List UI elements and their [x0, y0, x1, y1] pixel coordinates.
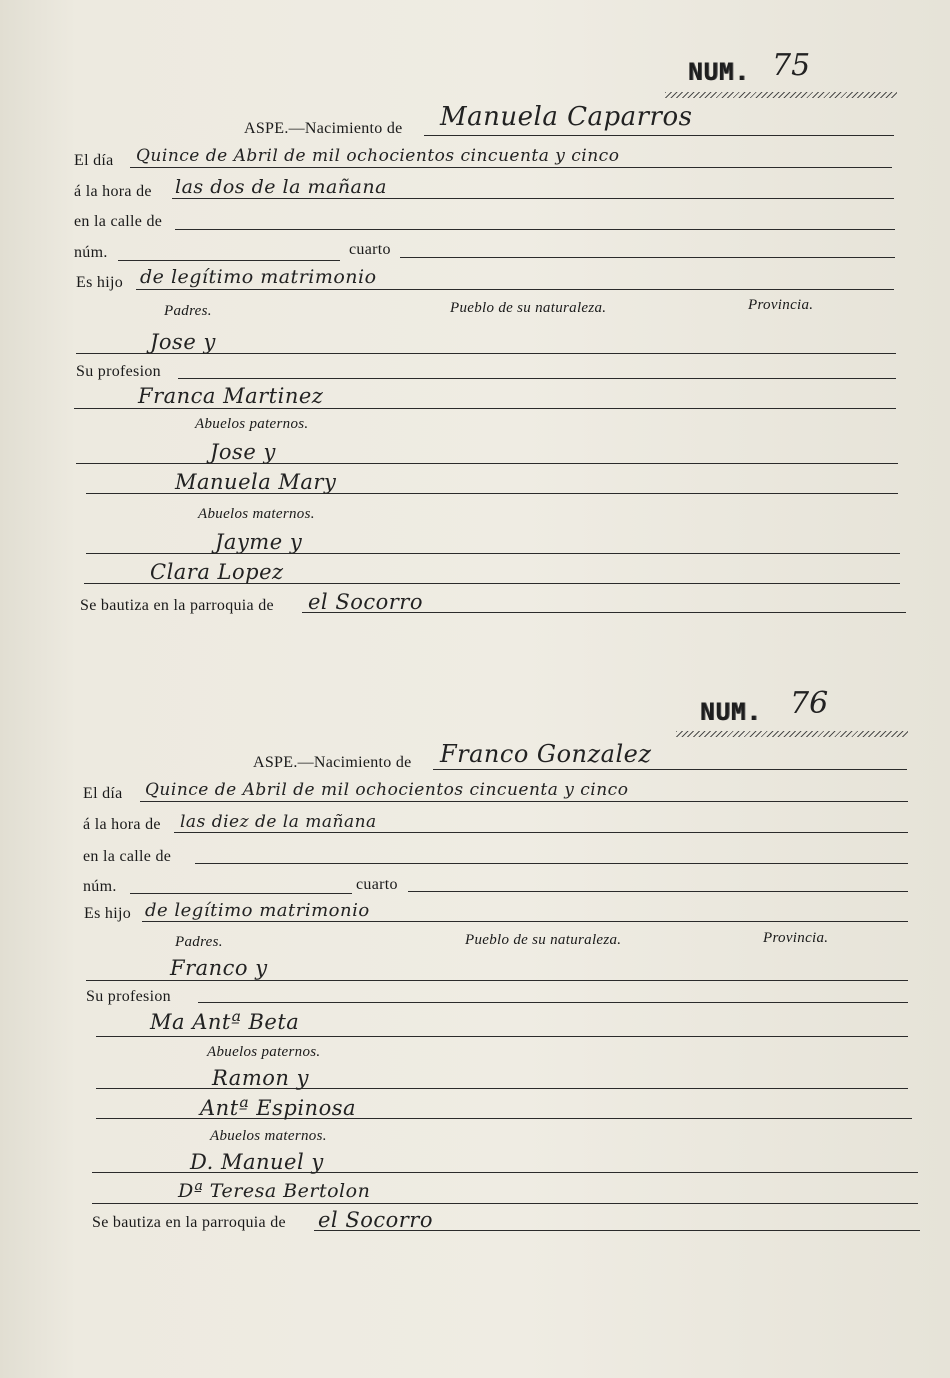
profession-label: Su profesion	[86, 988, 171, 1005]
aspe-birth-label: ASPE.—Nacimiento de	[244, 120, 403, 137]
parents-label: Padres.	[175, 934, 223, 950]
son-of-line	[142, 921, 908, 922]
province-label: Provincia.	[748, 297, 814, 313]
paternal-grandmother-value: Antª Espinosa	[200, 1096, 357, 1120]
baptism-parish-value: el Socorro	[308, 590, 423, 614]
baptism-parish-label: Se bautiza en la parroquia de	[80, 597, 274, 614]
name-line	[424, 135, 894, 136]
room-line	[408, 891, 908, 892]
child-name: Franco Gonzalez	[440, 740, 652, 768]
house-number-line	[118, 260, 340, 261]
province-label: Provincia.	[763, 930, 829, 946]
record-number-value: 76	[790, 686, 829, 721]
profession-line	[198, 1002, 908, 1003]
child-name: Manuela Caparros	[440, 102, 693, 132]
house-number-label: núm.	[83, 878, 117, 895]
day-label: El día	[83, 785, 123, 802]
day-line	[130, 167, 892, 168]
father-line	[86, 980, 908, 981]
room-label: cuarto	[356, 876, 398, 893]
maternal-grandmother-value: Clara Lopez	[150, 560, 284, 584]
decorative-rule	[676, 731, 908, 737]
father-value: Jose y	[150, 330, 216, 354]
mother-line	[74, 408, 896, 409]
day-value: Quince de Abril de mil ochocientos cincuenta y cinco	[145, 780, 629, 800]
maternal-grandfather-value: Jayme y	[215, 530, 303, 554]
son-of-label: Es hijo	[76, 274, 123, 291]
house-number-line	[130, 893, 352, 894]
baptism-parish-value: el Socorro	[318, 1208, 433, 1232]
paternal-grandmother-value: Manuela Mary	[175, 470, 337, 494]
hour-label: á la hora de	[83, 816, 161, 833]
street-label: en la calle de	[83, 848, 172, 865]
hour-value: las diez de la mañana	[180, 812, 377, 832]
mother-line	[96, 1036, 908, 1037]
mother-value: Ma Antª Beta	[150, 1010, 300, 1034]
son-of-label: Es hijo	[84, 905, 131, 922]
maternal-grandfather-line	[86, 553, 900, 554]
paternal-grandfather-line	[76, 463, 898, 464]
room-line	[400, 257, 895, 258]
paternal-grandparents-label: Abuelos paternos.	[195, 416, 309, 432]
parents-label: Padres.	[164, 303, 212, 319]
son-of-line	[136, 289, 894, 290]
street-line	[175, 229, 895, 230]
maternal-grandmother-line	[92, 1203, 918, 1204]
father-value: Franco y	[170, 956, 268, 980]
paternal-grandfather-value: Ramon y	[212, 1066, 309, 1090]
maternal-grandmother-value: Dª Teresa Bertolon	[178, 1180, 371, 1202]
house-number-label: núm.	[74, 244, 108, 261]
record-number-value: 75	[772, 48, 811, 83]
hour-line	[174, 832, 908, 833]
decorative-rule	[665, 92, 897, 98]
son-of-value: de legítimo matrimonio	[140, 266, 377, 288]
birthplace-label: Pueblo de su naturaleza.	[465, 932, 622, 948]
record-number-label: NUM.	[688, 58, 750, 86]
profession-line	[178, 378, 896, 379]
room-label: cuarto	[349, 241, 391, 258]
baptism-parish-label: Se bautiza en la parroquia de	[92, 1214, 286, 1231]
hour-line	[172, 198, 894, 199]
birthplace-label: Pueblo de su naturaleza.	[450, 300, 607, 316]
record-number-label: NUM.	[700, 698, 762, 726]
street-line	[195, 863, 908, 864]
aspe-birth-label: ASPE.—Nacimiento de	[253, 754, 412, 771]
hour-label: á la hora de	[74, 183, 152, 200]
mother-value: Franca Martinez	[138, 384, 324, 408]
maternal-grandparents-label: Abuelos maternos.	[198, 506, 315, 522]
name-line	[433, 769, 907, 770]
street-label: en la calle de	[74, 213, 163, 230]
paternal-grandfather-value: Jose y	[210, 440, 276, 464]
hour-value: las dos de la mañana	[175, 176, 387, 198]
day-label: El día	[74, 152, 114, 169]
son-of-value: de legítimo matrimonio	[145, 900, 370, 921]
paternal-grandparents-label: Abuelos paternos.	[207, 1044, 321, 1060]
day-value: Quince de Abril de mil ochocientos cincuenta y cinco	[136, 146, 620, 166]
profession-label: Su profesion	[76, 363, 161, 380]
maternal-grandparents-label: Abuelos maternos.	[210, 1128, 327, 1144]
maternal-grandfather-value: D. Manuel y	[190, 1150, 324, 1174]
day-line	[140, 801, 908, 802]
